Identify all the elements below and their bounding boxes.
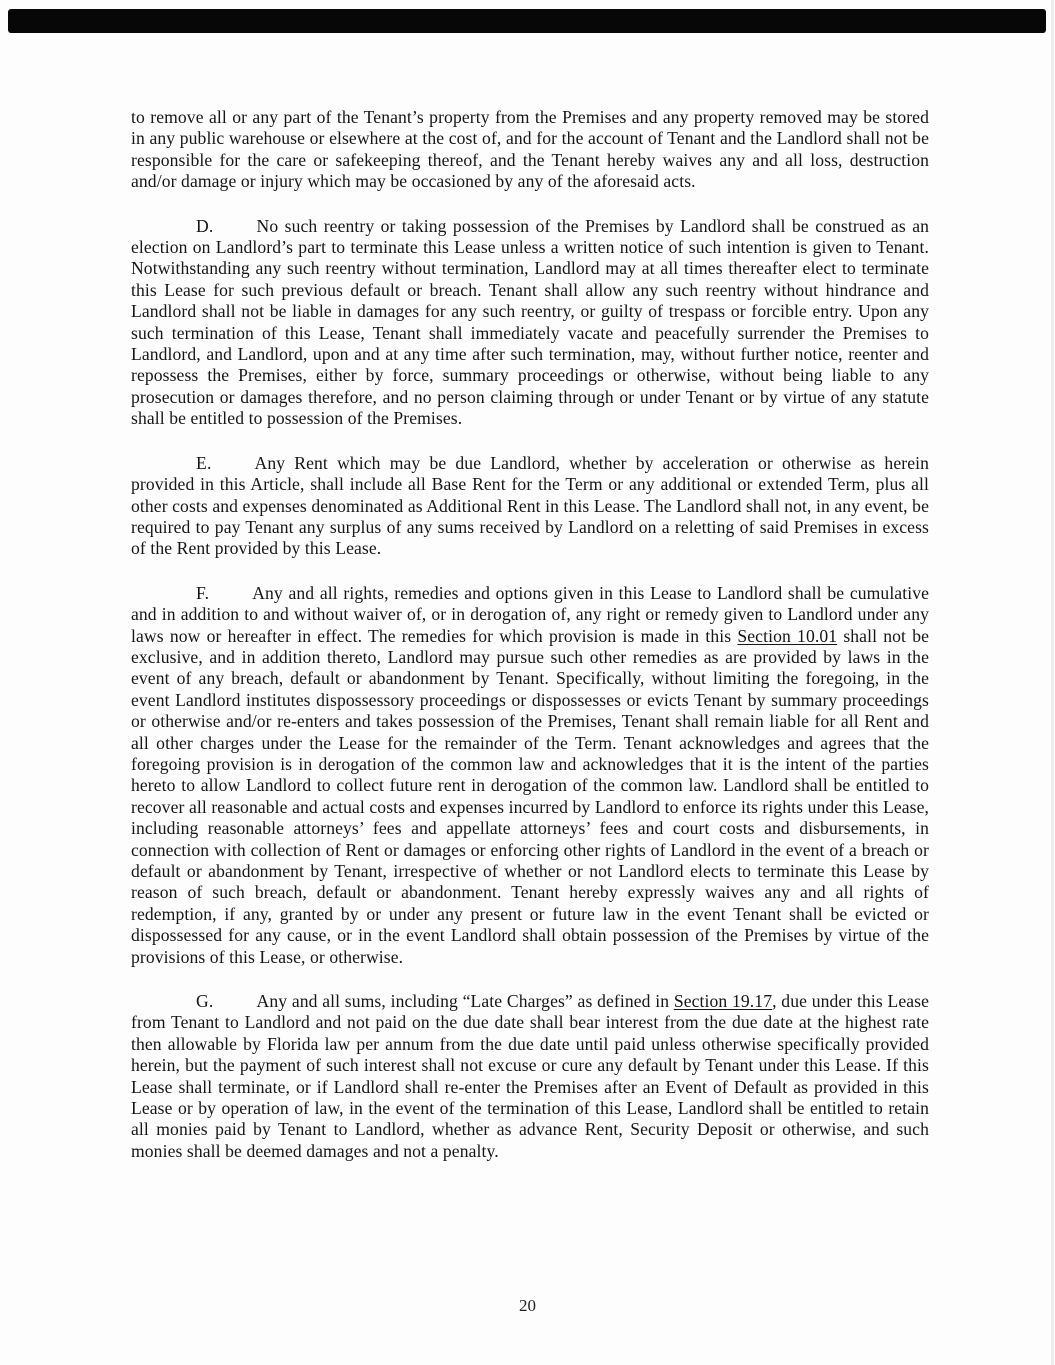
- paragraph: [131, 453, 929, 560]
- section-reference: Section 10.01: [737, 625, 838, 646]
- paragraph-text: No such reentry or taking possession of the Premises by Landlord shall be construed as an election on Landlord’s part to terminate this Lease unless a written notice of such intention is given to Tenant. Notwithstanding any such reentry without termination, Landlord may at all times thereafter elect to terminate this Lease for such previous default or breach. Tenant shall allow any such reentry without hindrance and Landlord shall not be liable in damages for any such reentry, or guilty of trespass or forcible entry. Upon any such termination of this Lease, Tenant shall immediately vacate and peacefully surrender the Premises to Landlord, and Landlord, upon and at any time after such termination, may, without further notice, reenter and repossess the Premises, either by force, summary proceedings or otherwise, without being liable to any prosecution or damages therefore, and no person claiming through or under Tenant or by virtue of any statute shall be entitled to possession of the Premises.: [131, 215, 929, 429]
- scan-edge-shadow: [1051, 0, 1054, 1365]
- paragraph-text: Any Rent which may be due Landlord, whether by acceleration or otherwise as herein provided in this Article, shall include all Base Rent for the Term or any additional or extended Term, plus all other costs and expenses denominated as Additional Rent in this Lease. The Landlord shall not, in any event, be required to pay Tenant any surplus of any sums received by Landlord on a reletting of said Premises in excess of the Rent provided by this Lease.: [131, 452, 929, 559]
- section-reference: Section 19.17: [673, 991, 773, 1012]
- paragraph-text: Any and all rights, remedies and options given in this Lease to Landlord shall be cumulative and in addition to and without waiver of, or in derogation of, any right or remedy given to Landlord under any laws now or hereafter in effect. The remedies for which provision is made in this: [131, 582, 929, 646]
- paragraph-text: , due under this Lease from Tenant to Landlord and not paid on the due date shall bear interest from the due date at the highest rate then allowable by Florida law per annum from the due date until paid unless otherwise specifically provided herein, but the payment of such interest shall not excuse or cure any default by Tenant under this Lease. If this Lease shall terminate, or if Landlord shall re-enter the Premises after an Event of Default as provided in this Lease or by operation of law, in the event of the termination of this Lease, Landlord shall be entitled to retain all monies paid by Tenant to Landlord, whether as advance Rent, Security Deposit or otherwise, and such monies shall be deemed damages and not a penalty.: [131, 991, 930, 1161]
- paragraph: [131, 216, 929, 430]
- paragraph: [131, 107, 929, 193]
- scan-artifact-bar: [8, 9, 1046, 33]
- paragraph-text: to remove all or any part of the Tenant’s property from the Premises and any property removed may be stored in any public warehouse or elsewhere at the cost of, and for the account of Tenant and the Landlord shall not be responsible for the care or safekeeping thereof, and the Tenant hereby waives any and all loss, destruction and/or damage or injury which may be occasioned by any of the aforesaid acts.: [131, 107, 929, 192]
- paragraph-label: G.: [196, 991, 214, 1012]
- page-body: [131, 107, 929, 1185]
- paragraph-text: Any and all sums, including “Late Charges” as defined in: [256, 991, 674, 1012]
- paragraph: [131, 991, 929, 1162]
- paragraph-text: shall not be exclusive, and in addition thereto, Landlord may pursue such other remedies as are provided by laws in the event of any breach, default or abandonment by Tenant. Specifically, without limiting the foregoing, in the event Landlord institutes dispossessory proceedings or dispossesses or evicts Tenant by summary proceedings or otherwise and/or re-enters and takes possession of the Premises, Tenant shall remain liable for all Rent and all other charges under the Lease for the remainder of the Term. Tenant acknowledges and agrees that the foregoing provision is in derogation of the common law and acknowledges that it is the intent of the parties hereto to allow Landlord to collect future rent in derogation of the common law. Landlord shall be entitled to recover all reasonable and actual costs and expenses incurred by Landlord to enforce its rights under this Lease, including reasonable attorneys’ fees and appellate attorneys’ fees and court costs and disbursements, in connection with collection of Rent or damages or enforcing other rights of Landlord in the event of a breach or default or abandonment by Tenant, irrespective of whether or not Landlord elects to terminate this Lease by reason of such breach, default or abandonment. Tenant hereby expressly waives any and all rights of redemption, if any, granted by or under any present or future law in the event Tenant shall be evicted or dispossessed for any cause, or in the event Landlord shall obtain possession of the Premises by virtue of the provisions of this Lease, or otherwise.: [131, 625, 930, 967]
- paragraph-label: E.: [196, 452, 212, 473]
- paragraph-label: D.: [196, 215, 214, 236]
- page-number: 20: [519, 1296, 536, 1315]
- paragraph-label: F.: [196, 582, 210, 603]
- paragraph: [131, 583, 929, 968]
